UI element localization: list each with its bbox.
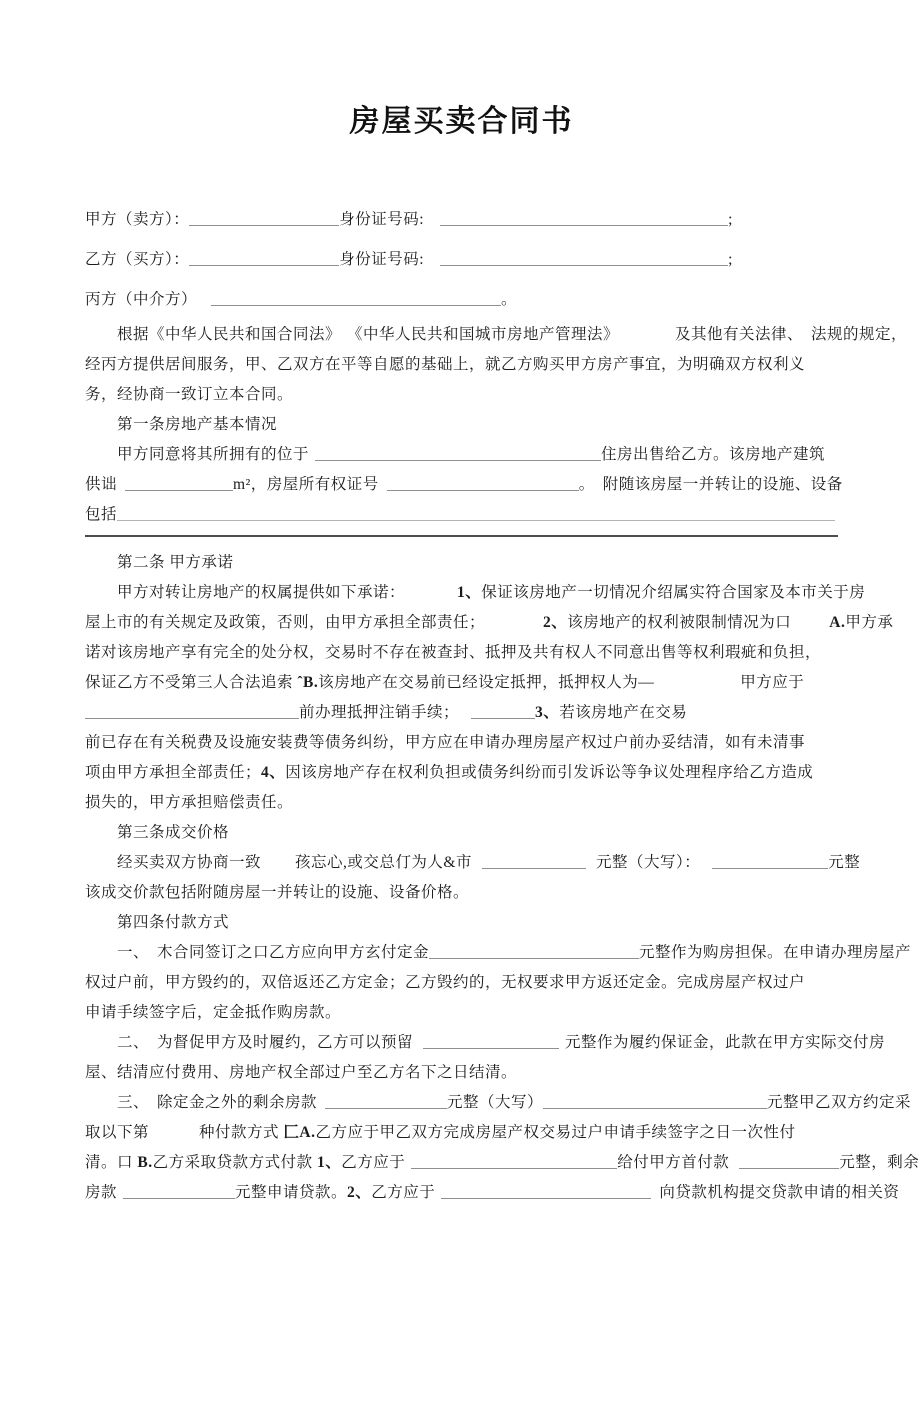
spacer <box>459 716 471 717</box>
blank-field <box>482 854 586 869</box>
clause2-line-8 <box>85 788 838 818</box>
clause2-line-5 <box>85 698 838 728</box>
document-title: 房屋买卖合同书 <box>349 105 574 138</box>
text-run: 第二条 甲方承诺 <box>117 554 234 571</box>
clause2-line-6 <box>85 728 838 758</box>
text-run: 前已存在有关税费及设施安装费等债务纠纷，甲方应在申请办理房屋产权过户前办妥结清，如有未清事 <box>85 734 806 751</box>
blank-field <box>117 506 835 521</box>
clause2-line-1 <box>85 578 866 608</box>
spacer <box>803 338 811 339</box>
text-run: 第三条成交价格 <box>117 824 230 841</box>
text-run: 第一条房地产基本情况 <box>117 416 278 433</box>
text-run: 该房地产在交易前已经设定抵押，抵押权人为— <box>318 674 655 691</box>
text-run: 住房出售给乙方。该房地产建筑 <box>601 446 826 463</box>
spacer <box>654 686 740 687</box>
clause4-line-4 <box>85 1028 886 1058</box>
text-run: 屋上市的有关规定及政策，否则，由甲方承担全部责任； <box>85 614 486 631</box>
text-run: 3、 <box>535 704 560 721</box>
blank-field <box>315 446 601 461</box>
text-run: 权过户前，甲方毁约的，双倍返还乙方定金；乙方毁约的，无权要求甲方返还定金。完成房屋产权过户 <box>85 974 806 991</box>
spacer <box>149 1106 157 1107</box>
text-run: 元整作为履约保证金，此款在甲方实际交付房 <box>565 1034 886 1051</box>
spacer <box>619 338 675 339</box>
text-run: 若该房地产在交易 <box>559 704 688 721</box>
text-run: 经丙方提供居间服务，甲、乙双方在平等自愿的基础上，就乙方购买甲方房产事宜，为明确双方权利义 <box>85 356 806 373</box>
clause2-line-3 <box>85 638 838 668</box>
spacer <box>413 1046 423 1047</box>
spacer <box>405 596 457 597</box>
text-run: 元整 <box>828 854 861 871</box>
text-run: 元整（大写） <box>447 1094 544 1111</box>
clause4-heading <box>85 908 838 938</box>
text-run: ˆB. <box>297 674 319 691</box>
blank-field <box>411 1154 617 1169</box>
blank-field <box>189 251 339 266</box>
text-run: 1、 <box>457 584 482 601</box>
text-run: 损失的，甲方承担赔偿责任。 <box>85 794 294 811</box>
text-run: 经买卖双方协商一致 <box>117 854 262 871</box>
text-run: 房款 <box>85 1184 118 1201</box>
text-run: 丙方（中介方） <box>85 291 198 308</box>
spacer <box>700 866 712 867</box>
text-run: 乙方采取贷款方式付款 <box>152 1154 317 1171</box>
text-run: 身份证号码: <box>339 251 425 268</box>
text-run: 乙方应于 <box>341 1154 406 1171</box>
blank-field <box>429 944 639 959</box>
text-run: 1、 <box>317 1154 342 1171</box>
clause4-line-8 <box>85 1148 920 1178</box>
spacer <box>586 866 596 867</box>
text-run: 屋、结清应付费用、房地产权全部过户至乙方名下之日结清。 <box>85 1064 518 1081</box>
spacer <box>261 866 295 867</box>
text-run: 二、 <box>117 1034 150 1051</box>
text-run: 身份证号码: <box>339 211 425 228</box>
text-run: 清。口 <box>85 1154 138 1171</box>
party-block <box>85 200 838 320</box>
clause4-line-9 <box>85 1178 900 1208</box>
blank-field <box>441 1184 651 1199</box>
text-run: 根据《中华人民共和国合同法》 <box>117 326 342 343</box>
clause4-line-3 <box>85 998 838 1028</box>
text-run: 甲方应于 <box>740 674 805 691</box>
text-run: 乙方（买方）： <box>85 251 190 268</box>
spacer <box>197 303 211 304</box>
text-run: 保证乙方不受第三人合法追索 <box>85 674 298 691</box>
spacer <box>729 1166 739 1167</box>
text-run: 孩忘心,或交总仃为人&市 <box>295 854 472 871</box>
party-line-yifang <box>85 240 838 280</box>
blank-field <box>125 476 233 491</box>
clause4-line-2 <box>85 968 838 998</box>
text-run: 供诎 <box>85 476 118 493</box>
text-run: m²，房屋所有权证号 <box>233 476 379 493</box>
clause1-line-1 <box>85 440 838 470</box>
clause2-line-4 <box>85 668 838 698</box>
text-run: 该成交价款包括附随房屋一并转让的设施、设备价格。 <box>85 884 470 901</box>
text-run: 前办理抵押注销手续； <box>299 704 460 721</box>
text-run: 三、 <box>117 1094 150 1111</box>
text-run: 附随该房屋一并转让的设施、设备 <box>602 476 843 493</box>
clause1-heading <box>85 410 838 440</box>
text-run: 项由甲方承担全部责任； <box>85 764 262 781</box>
text-run: 法规的规定， <box>811 326 908 343</box>
text-run: ; <box>728 211 733 228</box>
spacer <box>424 263 440 264</box>
text-run: 《中华人民共和国城市房地产管理法》 <box>347 326 620 343</box>
text-run: 该房地产的权利被限制情况为口 <box>567 614 792 631</box>
text-run: 乙方应于 <box>371 1184 436 1201</box>
text-run: 取以下第 <box>85 1124 150 1141</box>
text-run: 向贷款机构提交贷款申请的相关资 <box>659 1184 900 1201</box>
spacer <box>117 488 125 489</box>
text-run: 包括 <box>85 506 118 523</box>
text-run: 一、 <box>117 944 150 961</box>
spacer <box>595 488 603 489</box>
clause1-line-3 <box>85 500 838 530</box>
clause4-line-1 <box>85 938 912 968</box>
text-run: 元整申请贷款。 <box>235 1184 348 1201</box>
clause2-line-7 <box>85 758 838 788</box>
party-line-jiafang <box>85 200 838 240</box>
blank-field <box>325 1094 447 1109</box>
text-run: 为督促甲方及时履约，乙方可以预留 <box>157 1034 414 1051</box>
text-run: 甲方（卖方）： <box>85 211 190 228</box>
clause2-heading <box>85 548 838 578</box>
text-run: 第四条付款方式 <box>117 914 230 931</box>
text-run: A. <box>829 614 846 631</box>
contract-page <box>0 100 920 1208</box>
text-run: 2、 <box>543 614 568 631</box>
clause2-line-2 <box>85 608 894 638</box>
text-run: 甲方同意将其所拥有的位于 <box>117 446 310 463</box>
blank-field <box>440 211 728 226</box>
clause1-line-2 <box>85 470 843 500</box>
clause3-line-1 <box>85 848 861 878</box>
spacer <box>149 1136 199 1137</box>
text-run: 。 <box>578 476 595 493</box>
blank-field <box>423 1034 559 1049</box>
blank-field <box>471 704 535 719</box>
text-run: 诺对该房地产享有完全的处分权，交易时不存在被查封、抵押及共有权人不同意出售等权利瑕疵和负担， <box>85 644 822 661</box>
section-divider <box>85 535 838 537</box>
clause4-line-6 <box>85 1088 912 1118</box>
contract-body <box>85 320 920 1208</box>
text-run: 给付甲方首付款 <box>617 1154 730 1171</box>
text-run: 保证该房地产一切情况介绍属实符合国家及本市关于房 <box>481 584 866 601</box>
spacer <box>424 223 440 224</box>
text-run: 甲方对转让房地产的权属提供如下承诺： <box>117 584 406 601</box>
blank-field <box>387 476 579 491</box>
text-run: 匚A. <box>283 1124 316 1141</box>
text-run: B. <box>137 1154 153 1171</box>
blank-field <box>211 291 501 306</box>
clause4-line-5 <box>85 1058 838 1088</box>
spacer <box>472 866 482 867</box>
spacer <box>485 626 543 627</box>
spacer <box>379 488 387 489</box>
clause4-line-7 <box>85 1118 838 1148</box>
text-run: 2、 <box>347 1184 372 1201</box>
party-line-bingfang <box>85 280 838 320</box>
text-run: 元整甲乙双方约定采 <box>767 1094 912 1111</box>
text-run: 除定金之外的剩余房款 <box>157 1094 318 1111</box>
blank-field <box>85 704 299 719</box>
spacer <box>791 626 829 627</box>
preamble-line-1 <box>85 320 908 350</box>
text-run: 元整，剩余 <box>839 1154 920 1171</box>
text-run: 种付款方式 <box>199 1124 284 1141</box>
text-run: 甲方承 <box>845 614 894 631</box>
preamble-line-2 <box>85 350 838 380</box>
spacer <box>149 1046 157 1047</box>
text-run: 元整作为购房担保。在申请办理房屋产 <box>639 944 912 961</box>
blank-field <box>123 1184 235 1199</box>
text-run: 因该房地产存在权利负担或债务纠纷而引发诉讼等争议处理程序给乙方造成 <box>285 764 814 781</box>
blank-field <box>440 251 728 266</box>
text-run: 乙方应于甲乙双方完成房屋产权交易过户申请手续签字之日一次性付 <box>315 1124 796 1141</box>
text-run: 4、 <box>261 764 286 781</box>
blank-field <box>543 1094 767 1109</box>
text-run: 木合同签订之口乙方应向甲方玄付定金 <box>157 944 430 961</box>
preamble-line-3 <box>85 380 838 410</box>
blank-field <box>739 1154 839 1169</box>
blank-field <box>712 854 828 869</box>
text-run: 。 <box>501 291 518 308</box>
text-run: ; <box>728 251 733 268</box>
blank-field <box>189 211 339 226</box>
text-run: 申请手续签字后，定金抵作购房款。 <box>85 1004 342 1021</box>
text-run: 务，经协商一致订立本合同。 <box>85 386 294 403</box>
clause3-line-2 <box>85 878 838 908</box>
clause3-heading <box>85 818 838 848</box>
spacer <box>317 1106 325 1107</box>
text-run: 元整（大写）： <box>595 854 701 871</box>
spacer <box>149 956 157 957</box>
text-run: 及其他有关法律、 <box>675 326 804 343</box>
